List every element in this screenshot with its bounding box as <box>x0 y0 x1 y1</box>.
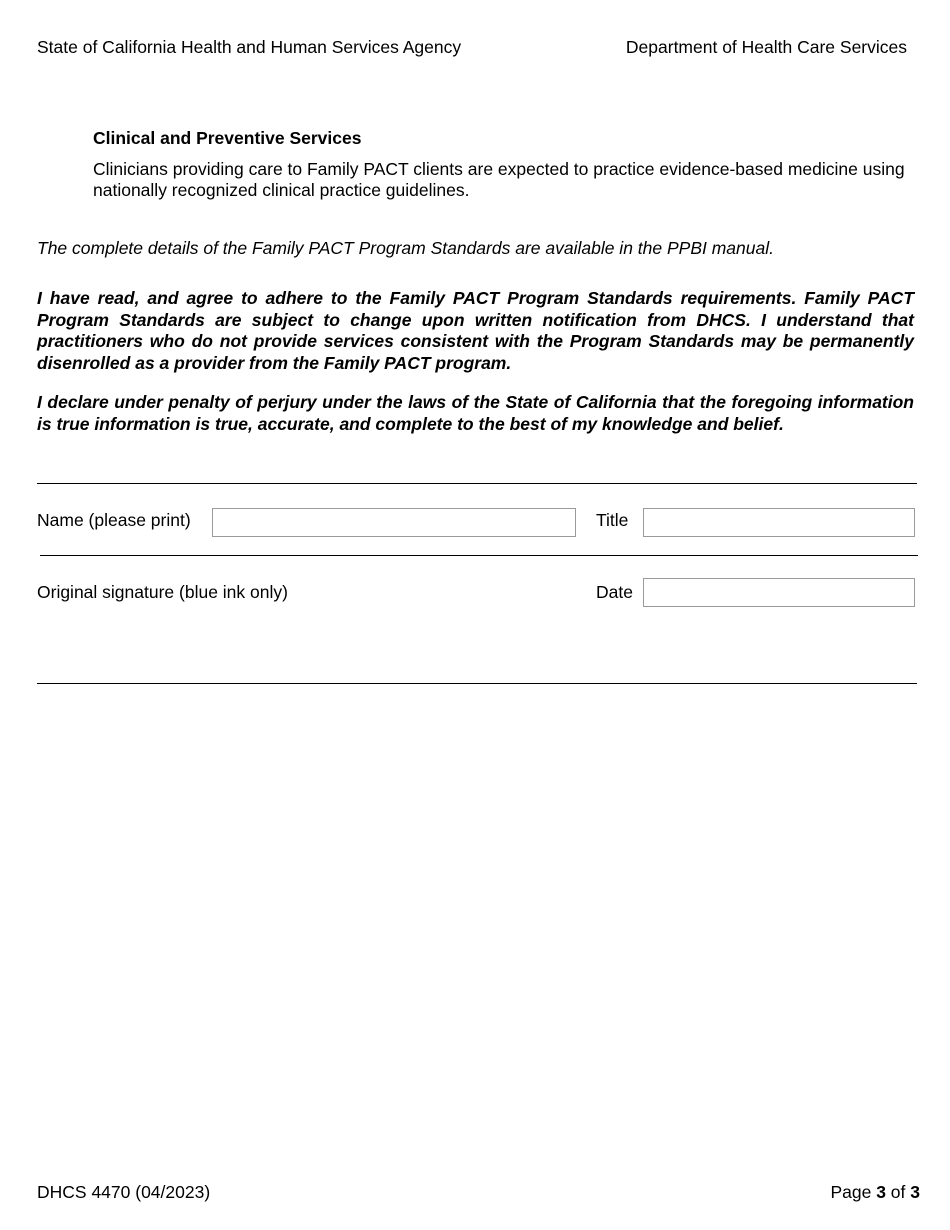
page-mid: of <box>885 1182 911 1202</box>
program-standards-note: The complete details of the Family PACT Program Standards are available in the PPBI manual. <box>37 238 774 258</box>
date-input[interactable] <box>643 578 915 607</box>
perjury-declaration: I declare under penalty of perjury under the laws of the State of California that the foregoing information is true information is true, accurate, and complete to the best of my knowledge and belief. <box>37 392 914 434</box>
section-title: Clinical and Preventive Services <box>93 128 362 148</box>
divider-line <box>37 683 917 684</box>
page-prefix: Page <box>830 1182 877 1202</box>
title-label: Title <box>596 510 629 530</box>
agreement-statement: I have read, and agree to adhere to the Family PACT Program Standards requirements. Family PACT Program Standards are subject to change upon written notification from DHCS. I understand that practitioners who do not provide services consistent with the Program Standards may be permanently disenrolled as a provider from the Family PACT program. <box>37 288 914 373</box>
department-header: Department of Health Care Services <box>625 37 907 57</box>
divider-line <box>40 555 918 556</box>
page-indicator <box>830 1182 920 1203</box>
divider-line <box>37 483 917 484</box>
section-body: Clinicians providing care to Family PACT clients are expected to practice evidence-based medicine using nationally recognized clinical practice guidelines. <box>93 159 905 200</box>
form-id: DHCS 4470 (04/2023) <box>37 1182 211 1202</box>
page-total: 3 <box>910 1182 920 1202</box>
name-input[interactable] <box>212 508 576 537</box>
title-input[interactable] <box>643 508 915 537</box>
page-current: 3 <box>876 1182 886 1202</box>
name-label: Name (please print) <box>37 510 191 530</box>
signature-label: Original signature (blue ink only) <box>37 582 288 602</box>
agency-header: State of California Health and Human Services Agency <box>37 37 462 57</box>
date-label: Date <box>596 582 633 602</box>
